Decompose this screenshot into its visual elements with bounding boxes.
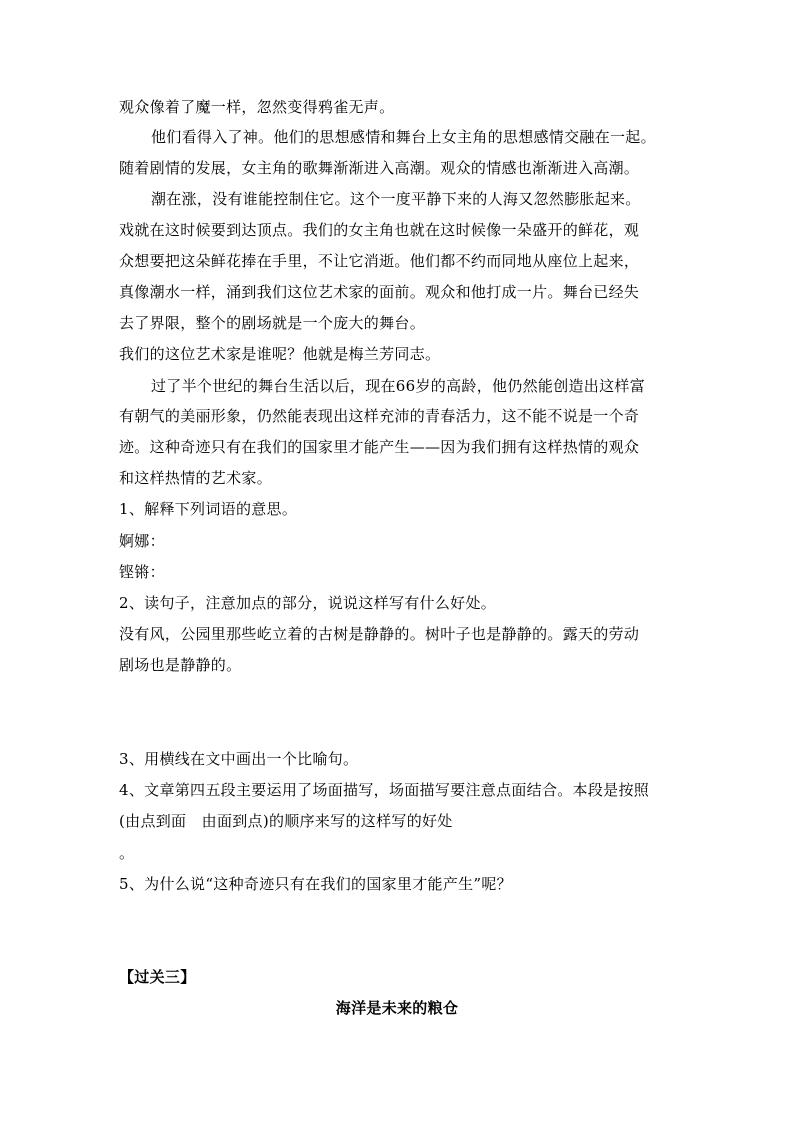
passage-line-3: 随着剧情的发展，女主角的歌舞渐渐进入高潮。观众的情感也渐渐进入高潮。	[119, 159, 640, 177]
passage-line-2: 他们看得入了神。他们的思想感情和舞台上女主角的思想感情交融在一起。	[151, 128, 656, 146]
section-title: 海洋是未来的粮仓	[335, 999, 459, 1017]
passage-line-9: 我们的这位艺术家是谁呢？他就是梅兰芳同志。	[119, 345, 441, 363]
passage-line-4: 潮在涨，没有谁能控制住它。这个一度平静下来的人海又忽然膨胀起来。	[151, 190, 641, 208]
passage-line-6: 众想要把这朵鲜花捧在手里，不让它消逝。他们都不约而同地从座位上起来，	[119, 252, 640, 270]
passage-line-13: 和这样热情的艺术家。	[119, 469, 273, 487]
question-4-line-1: 4、文章第四五段主要运用了场面描写，场面描写要注意点面结合。本段是按照	[119, 781, 650, 799]
question-2-sentence-line-1: 没有风，公园里那些屹立着的古树是静静的。树叶子也是静静的。露天的劳动	[119, 625, 640, 643]
passage-line-7: 真像潮水一样，涌到我们这位艺术家的面前。观众和他打成一片。舞台已经失	[119, 283, 640, 301]
passage-line-5: 戏就在这时候要到达顶点。我们的女主角也就在这时候像一朵盛开的鲜花，观	[119, 221, 640, 239]
passage-line-1: 观众像着了魔一样，忽然变得鸦雀无声。	[119, 98, 395, 116]
passage-line-10: 过了半个世纪的舞台生活以后，现在66岁的高龄，他仍然能创造出这样富	[151, 377, 645, 395]
question-2-sentence-line-2: 剧场也是静静的。	[119, 656, 242, 674]
passage-line-11: 有朝气的美丽形象，仍然能表现出这样充沛的青春活力，这不能不说是一个奇	[119, 407, 640, 425]
question-5: 5、为什么说“这种奇迹只有在我们的国家里才能产生”呢？	[119, 875, 512, 893]
question-4-line-2: (由点到面 由面到点)的顺序来写的这样写的好处	[119, 812, 453, 830]
section-heading: 【过关三】	[119, 968, 196, 986]
question-4-line-3: 。	[119, 844, 135, 862]
question-1-word-2: 铿锵：	[119, 563, 165, 581]
question-1: 1、解释下列词语的意思。	[119, 500, 298, 518]
question-1-word-1: 婀娜：	[119, 532, 165, 550]
passage-line-12: 迹。这种奇迹只有在我们的国家里才能产生——因为我们拥有这样热情的观众	[119, 438, 640, 456]
question-2: 2、读句子，注意加点的部分，说说这样写有什么好处。	[119, 594, 497, 612]
passage-line-8: 去了界限，整个的剧场就是一个庞大的舞台。	[119, 314, 426, 332]
question-3: 3、用横线在文中画出一个比喻句。	[119, 750, 359, 768]
